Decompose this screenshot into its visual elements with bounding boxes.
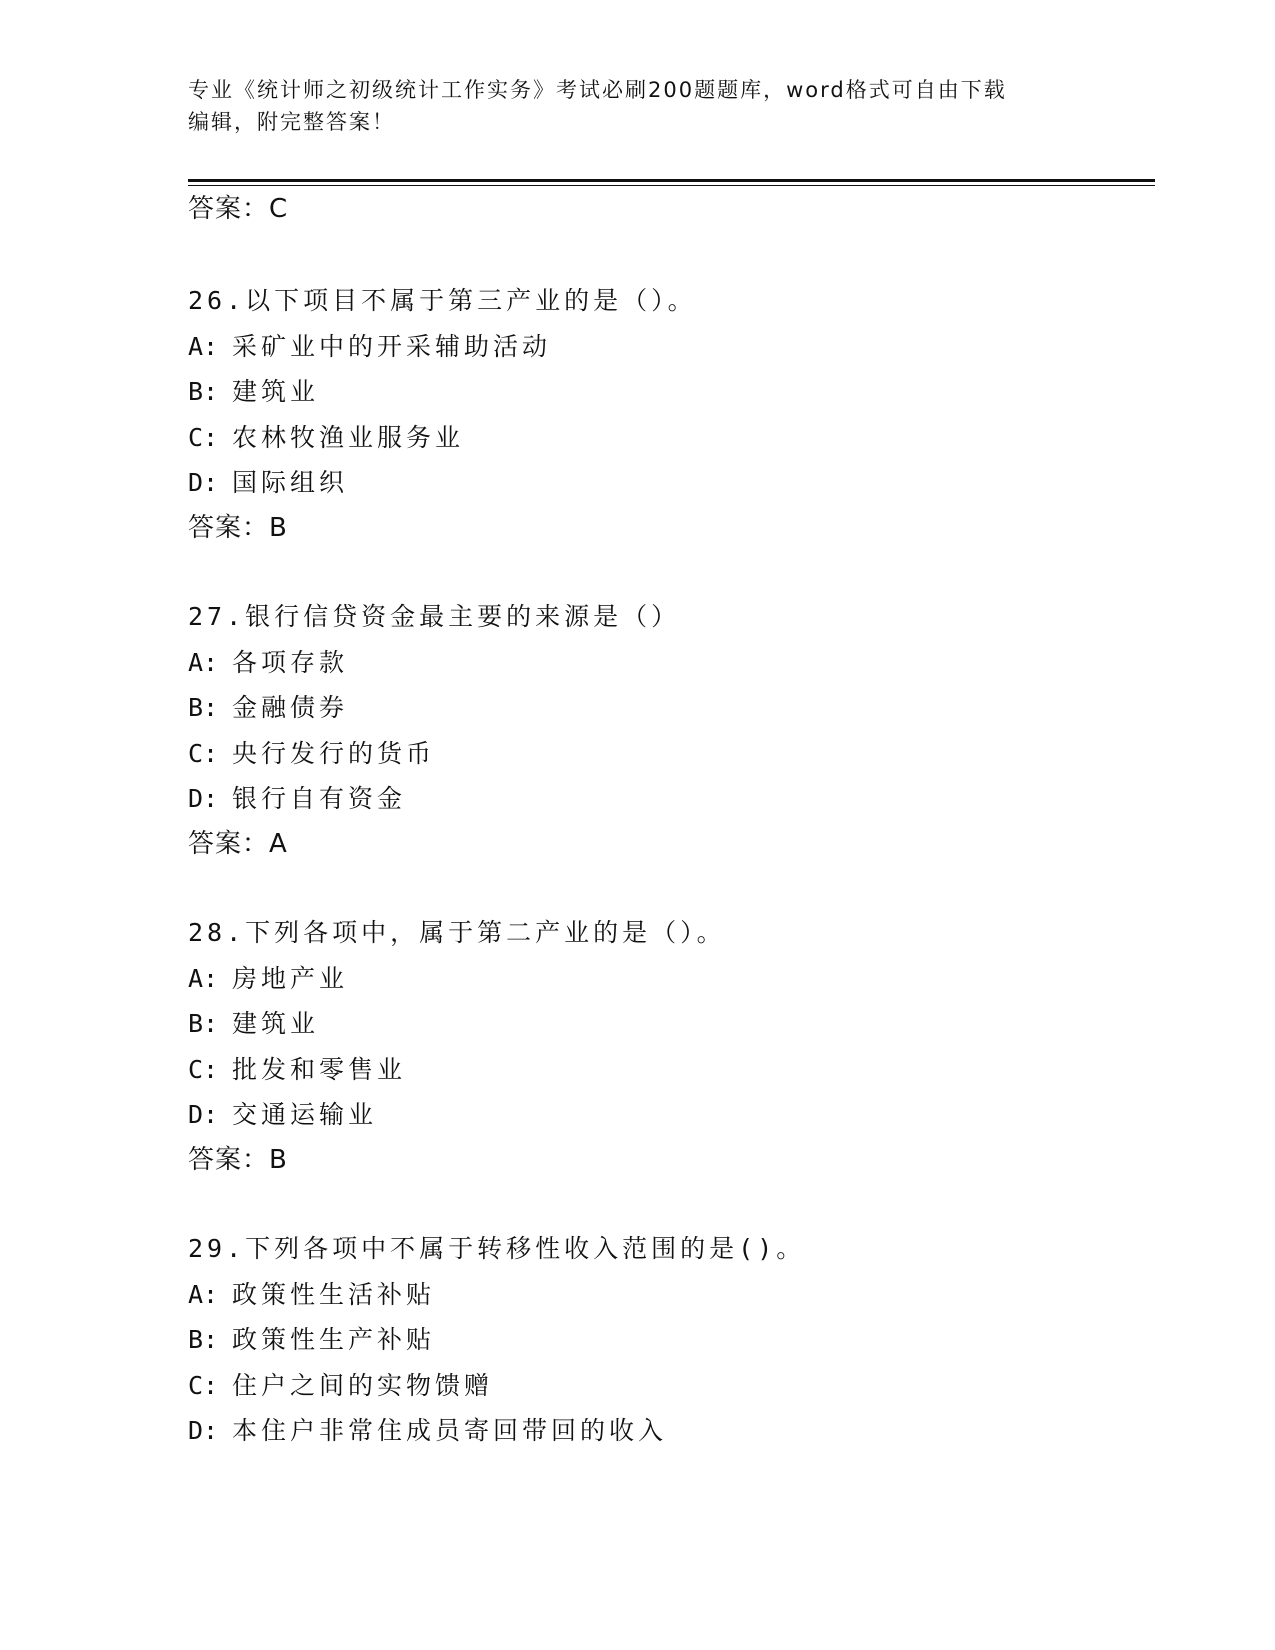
- option-text: 政策性生活补贴: [232, 1279, 436, 1309]
- question-28: [188, 910, 1168, 1183]
- option-text: 国际组织: [232, 468, 349, 497]
- answer-label: 答案：A: [188, 828, 288, 859]
- document-header: [188, 74, 1088, 138]
- option-b: [188, 1317, 1168, 1363]
- option-text: 建筑业: [232, 1009, 320, 1038]
- option-c: [188, 415, 1168, 461]
- question-27: [188, 594, 1168, 867]
- header-line-1: 专业《统计师之初级统计工作实务》考试必刷200题题库，word格式可自由下载: [188, 78, 1007, 102]
- question-29: [188, 1226, 1168, 1454]
- option-key: A:: [188, 963, 219, 993]
- option-key: B:: [188, 377, 219, 406]
- previous-answer-block: [188, 187, 1168, 233]
- question-stem: 29.下列各项中不属于转移性收入范围的是()。: [188, 1234, 806, 1263]
- option-key: B:: [188, 1009, 219, 1038]
- question-stem: 27.银行信贷资金最主要的来源是（）: [188, 602, 681, 631]
- option-key: A:: [188, 647, 219, 677]
- option-a: [188, 640, 1168, 686]
- option-a: [188, 956, 1168, 1002]
- option-key: D:: [188, 468, 219, 497]
- option-d: [188, 460, 1168, 506]
- option-d: [188, 1092, 1168, 1138]
- option-text: 政策性生产补贴: [232, 1325, 436, 1354]
- question-stem: 26.以下项目不属于第三产业的是（）。: [188, 286, 697, 315]
- option-b: [188, 685, 1168, 731]
- option-key: B:: [188, 1325, 219, 1354]
- option-b: [188, 1001, 1168, 1047]
- option-text: 本住户非常住成员寄回带回的收入: [232, 1416, 668, 1445]
- option-text: 农林牧渔业服务业: [232, 422, 465, 452]
- option-key: D:: [188, 1416, 219, 1445]
- option-text: 住户之间的实物馈赠: [232, 1370, 494, 1400]
- option-key: B:: [188, 693, 219, 722]
- option-text: 建筑业: [232, 377, 320, 406]
- option-text: 各项存款: [232, 647, 349, 677]
- option-text: 银行自有资金: [232, 784, 407, 813]
- option-key: D:: [188, 784, 219, 813]
- option-d: [188, 776, 1168, 822]
- option-a: [188, 324, 1168, 370]
- question-stem: 28.下列各项中，属于第二产业的是（）。: [188, 918, 726, 947]
- option-key: C:: [188, 1370, 219, 1400]
- option-key: C:: [188, 1054, 219, 1084]
- option-a: [188, 1272, 1168, 1318]
- option-text: 采矿业中的开采辅助活动: [232, 331, 552, 361]
- answer-label: 答案：B: [188, 1144, 288, 1175]
- option-text: 央行发行的货币: [232, 738, 436, 768]
- option-text: 交通运输业: [232, 1100, 378, 1129]
- option-d: [188, 1408, 1168, 1454]
- answer-label: 答案：B: [188, 512, 288, 543]
- option-key: A:: [188, 331, 219, 361]
- option-key: D:: [188, 1100, 219, 1129]
- option-c: [188, 1047, 1168, 1093]
- answer-label: 答案：C: [188, 194, 289, 224]
- header-line-2: 编辑，附完整答案！: [188, 110, 395, 134]
- option-c: [188, 1363, 1168, 1409]
- option-key: A:: [188, 1279, 219, 1309]
- option-b: [188, 369, 1168, 415]
- header-rule-thin: [188, 185, 1155, 186]
- option-text: 房地产业: [232, 963, 349, 993]
- option-text: 金融债券: [232, 693, 349, 722]
- option-c: [188, 731, 1168, 777]
- option-text: 批发和零售业: [232, 1054, 407, 1084]
- header-rule-thick: [188, 179, 1155, 182]
- option-key: C:: [188, 422, 219, 452]
- question-26: [188, 278, 1168, 551]
- option-key: C:: [188, 738, 219, 768]
